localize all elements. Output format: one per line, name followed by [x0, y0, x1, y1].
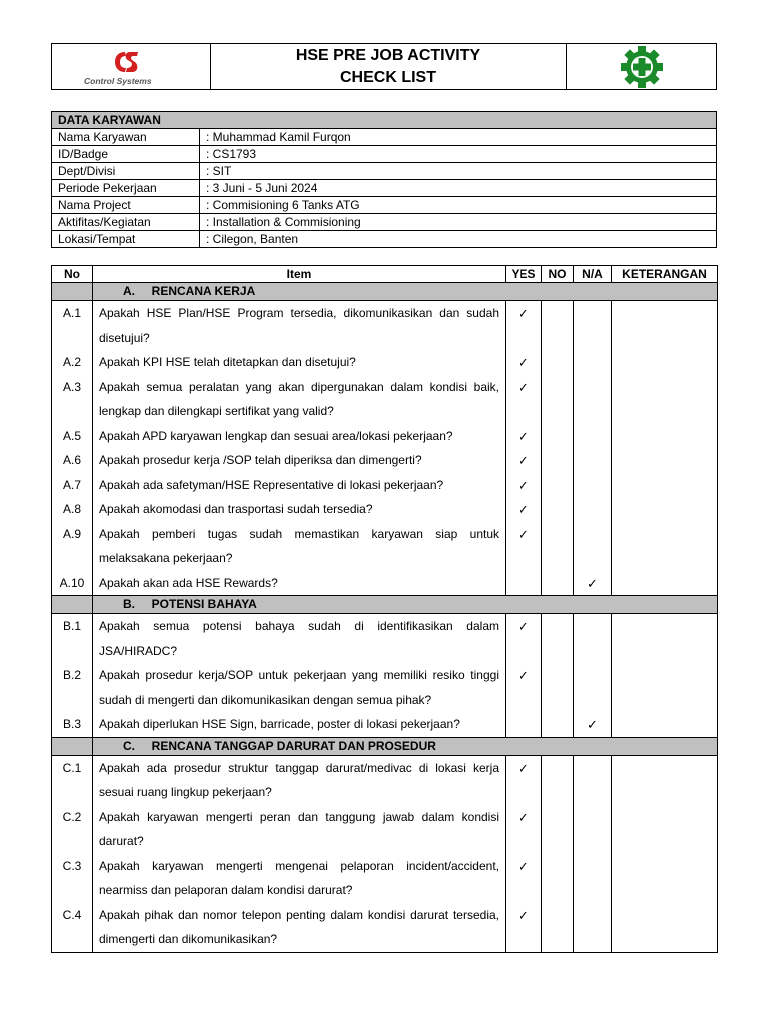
answer-yes-cell[interactable]	[506, 448, 542, 473]
col-no-answer-header: NO	[542, 266, 574, 283]
answer-no-cell[interactable]	[542, 663, 574, 712]
check-mark-icon: ✓	[518, 907, 529, 923]
answer-na-cell[interactable]	[574, 755, 612, 805]
employee-row	[52, 197, 717, 214]
item-number: C.2	[52, 805, 93, 854]
employee-row	[52, 180, 717, 197]
item-question: Apakah diperlukan HSE Sign, barricade, poster di lokasi pekerjaan?	[93, 712, 506, 737]
employee-row	[52, 163, 717, 180]
checklist-item-row	[52, 350, 718, 375]
answer-na-cell[interactable]	[574, 497, 612, 522]
employee-value: : Muhammad Kamil Furqon	[200, 129, 717, 146]
answer-yes-cell[interactable]	[506, 424, 542, 449]
answer-na-cell[interactable]	[574, 854, 612, 903]
item-number: B.3	[52, 712, 93, 737]
answer-no-cell[interactable]	[542, 805, 574, 854]
section-header-row	[52, 283, 718, 301]
answer-no-cell[interactable]	[542, 301, 574, 351]
document-header	[51, 43, 717, 90]
check-mark-icon: ✓	[518, 858, 529, 874]
check-mark-icon: ✓	[518, 355, 529, 370]
answer-yes-cell[interactable]	[506, 614, 542, 664]
title-line-2: CHECK LIST	[340, 68, 436, 86]
employee-label: Nama Project	[52, 197, 200, 214]
item-number: A.6	[52, 448, 93, 473]
employee-row	[52, 129, 717, 146]
document-title	[210, 44, 567, 89]
col-na-header: N/A	[574, 266, 612, 283]
item-question: Apakah akan ada HSE Rewards?	[93, 571, 506, 596]
item-question: Apakah karyawan mengerti mengenai pelaporan incident/accident, nearmiss dan pelaporan dalam kondisi darurat?	[93, 854, 506, 903]
check-mark-icon: ✓	[518, 809, 529, 825]
notes-cell[interactable]	[612, 375, 718, 424]
item-number: A.9	[52, 522, 93, 571]
notes-cell[interactable]	[612, 522, 718, 571]
checklist-item-row	[52, 614, 718, 664]
answer-yes-cell[interactable]	[506, 473, 542, 498]
answer-no-cell[interactable]	[542, 571, 574, 596]
check-mark-icon: ✓	[587, 717, 598, 732]
answer-yes-cell[interactable]	[506, 497, 542, 522]
checklist-item-row	[52, 448, 718, 473]
checklist-header-row	[52, 266, 718, 283]
answer-na-cell[interactable]	[574, 350, 612, 375]
answer-na-cell[interactable]	[574, 805, 612, 854]
answer-yes-cell[interactable]	[506, 663, 542, 712]
answer-na-cell[interactable]	[574, 571, 612, 596]
section-header-spacer	[52, 596, 93, 614]
check-mark-icon: ✓	[587, 575, 598, 591]
employee-section-title: DATA KARYAWAN	[52, 112, 717, 129]
answer-na-cell[interactable]	[574, 424, 612, 449]
check-mark-icon: ✓	[518, 477, 529, 493]
check-mark-icon: ✓	[518, 379, 529, 395]
answer-no-cell[interactable]	[542, 755, 574, 805]
answer-no-cell[interactable]	[542, 522, 574, 571]
item-number: A.8	[52, 497, 93, 522]
employee-row	[52, 214, 717, 231]
answer-yes-cell[interactable]	[506, 350, 542, 375]
item-number: A.7	[52, 473, 93, 498]
checklist-item-row	[52, 663, 718, 712]
employee-label: Aktifitas/Kegiatan	[52, 214, 200, 231]
answer-no-cell[interactable]	[542, 424, 574, 449]
checklist-item-row	[52, 903, 718, 953]
item-question: Apakah semua potensi bahaya sudah di identifikasikan dalam JSA/HIRADC?	[93, 614, 506, 664]
col-notes-header: KETERANGAN	[612, 266, 718, 283]
answer-na-cell[interactable]	[574, 522, 612, 571]
section-title: C. RENCANA TANGGAP DARURAT DAN PROSEDUR	[93, 737, 718, 755]
check-mark-icon: ✓	[518, 502, 529, 517]
safety-cross-gear-icon	[619, 44, 665, 90]
employee-value: : Cilegon, Banten	[200, 231, 717, 248]
answer-no-cell[interactable]	[542, 350, 574, 375]
employee-label: Periode Pekerjaan	[52, 180, 200, 197]
answer-na-cell[interactable]	[574, 473, 612, 498]
notes-cell[interactable]	[612, 424, 718, 449]
answer-no-cell[interactable]	[542, 903, 574, 953]
check-mark-icon: ✓	[518, 668, 529, 683]
notes-cell[interactable]	[612, 473, 718, 498]
notes-cell[interactable]	[612, 448, 718, 473]
item-number: A.3	[52, 375, 93, 424]
employee-row	[52, 146, 717, 163]
answer-yes-cell[interactable]	[506, 375, 542, 424]
check-mark-icon: ✓	[518, 619, 529, 634]
answer-no-cell[interactable]	[542, 614, 574, 664]
check-mark-icon: ✓	[518, 428, 529, 444]
answer-na-cell[interactable]	[574, 663, 612, 712]
item-number: C.3	[52, 854, 93, 903]
item-number: A.5	[52, 424, 93, 449]
item-number: A.10	[52, 571, 93, 596]
col-no-header: No	[52, 266, 93, 283]
notes-cell[interactable]	[612, 663, 718, 712]
col-item-header: Item	[93, 266, 506, 283]
notes-cell[interactable]	[612, 903, 718, 953]
item-number: C.4	[52, 903, 93, 953]
item-question: Apakah ada safetyman/HSE Representative di lokasi pekerjaan?	[93, 473, 506, 498]
item-question: Apakah karyawan mengerti peran dan tanggung jawab dalam kondisi darurat?	[93, 805, 506, 854]
employee-row	[52, 231, 717, 248]
answer-yes-cell[interactable]	[506, 301, 542, 351]
employee-value: : Commisioning 6 Tanks ATG	[200, 197, 717, 214]
section-header-spacer	[52, 283, 93, 301]
checklist-table	[51, 265, 718, 953]
title-line-1: HSE PRE JOB ACTIVITY	[295, 46, 481, 64]
notes-cell[interactable]	[612, 712, 718, 737]
checklist-item-row	[52, 301, 718, 351]
section-header-row	[52, 737, 718, 755]
answer-yes-cell[interactable]	[506, 755, 542, 805]
item-number: B.2	[52, 663, 93, 712]
company-logo	[52, 44, 211, 89]
checklist-item-row	[52, 424, 718, 449]
check-mark-icon: ✓	[518, 306, 529, 321]
section-header-row	[52, 596, 718, 614]
item-question: Apakah ada prosedur struktur tanggap darurat/medivac di lokasi kerja sesuai ruang lingkup pekerjaan?	[93, 755, 506, 805]
item-question: Apakah HSE Plan/HSE Program tersedia, dikomunikasikan dan sudah disetujui?	[93, 301, 506, 351]
notes-cell[interactable]	[612, 805, 718, 854]
item-question: Apakah pihak dan nomor telepon penting dalam kondisi darurat tersedia, dimengerti dan dikomunikasikan?	[93, 903, 506, 953]
checklist-item-row	[52, 712, 718, 737]
item-number: A.1	[52, 301, 93, 351]
answer-no-cell[interactable]	[542, 473, 574, 498]
answer-na-cell[interactable]	[574, 614, 612, 664]
logo-text: Control Systems	[84, 76, 152, 86]
item-question: Apakah pemberi tugas sudah memastikan karyawan siap untuk melaksakana pekerjaan?	[93, 522, 506, 571]
notes-cell[interactable]	[612, 755, 718, 805]
answer-yes-cell[interactable]	[506, 712, 542, 737]
employee-label: Dept/Divisi	[52, 163, 200, 180]
item-question: Apakah semua peralatan yang akan dipergunakan dalam kondisi baik, lengkap dan dilengkapi sertifikat yang valid?	[93, 375, 506, 424]
item-question: Apakah akomodasi dan trasportasi sudah tersedia?	[93, 497, 506, 522]
notes-cell[interactable]	[612, 350, 718, 375]
item-number: C.1	[52, 755, 93, 805]
section-title: A. RENCANA KERJA	[93, 283, 718, 301]
item-question: Apakah KPI HSE telah ditetapkan dan disetujui?	[93, 350, 506, 375]
item-number: B.1	[52, 614, 93, 664]
answer-na-cell[interactable]	[574, 375, 612, 424]
section-title: B. POTENSI BAHAYA	[93, 596, 718, 614]
checklist-item-row	[52, 755, 718, 805]
answer-no-cell[interactable]	[542, 497, 574, 522]
answer-no-cell[interactable]	[542, 375, 574, 424]
answer-no-cell[interactable]	[542, 712, 574, 737]
answer-yes-cell[interactable]	[506, 571, 542, 596]
check-mark-icon: ✓	[518, 526, 529, 542]
employee-value: : Installation & Commisioning	[200, 214, 717, 231]
checklist-item-row	[52, 854, 718, 903]
checklist-item-row	[52, 375, 718, 424]
employee-value: : CS1793	[200, 146, 717, 163]
answer-yes-cell[interactable]	[506, 854, 542, 903]
item-question: Apakah prosedur kerja/SOP untuk pekerjaan yang memiliki resiko tinggi sudah di mengerti dan dikomunikasikan dengan semua pihak?	[93, 663, 506, 712]
employee-value: : SIT	[200, 163, 717, 180]
control-systems-logo-icon	[112, 49, 142, 75]
answer-na-cell[interactable]	[574, 903, 612, 953]
section-header-spacer	[52, 737, 93, 755]
checklist-item-row	[52, 497, 718, 522]
notes-cell[interactable]	[612, 301, 718, 351]
answer-yes-cell[interactable]	[506, 805, 542, 854]
checklist-item-row	[52, 571, 718, 596]
employee-data-table	[51, 111, 717, 248]
notes-cell[interactable]	[612, 614, 718, 664]
answer-na-cell[interactable]	[574, 712, 612, 737]
notes-cell[interactable]	[612, 854, 718, 903]
checklist-item-row	[52, 473, 718, 498]
check-mark-icon: ✓	[518, 760, 529, 776]
answer-yes-cell[interactable]	[506, 903, 542, 953]
employee-label: Nama Karyawan	[52, 129, 200, 146]
answer-yes-cell[interactable]	[506, 522, 542, 571]
checklist-item-row	[52, 805, 718, 854]
employee-value: : 3 Juni - 5 Juni 2024	[200, 180, 717, 197]
employee-label: Lokasi/Tempat	[52, 231, 200, 248]
check-mark-icon: ✓	[518, 453, 529, 468]
answer-no-cell[interactable]	[542, 854, 574, 903]
employee-label: ID/Badge	[52, 146, 200, 163]
safety-logo	[567, 44, 717, 89]
item-question: Apakah APD karyawan lengkap dan sesuai area/lokasi pekerjaan?	[93, 424, 506, 449]
checklist-item-row	[52, 522, 718, 571]
col-yes-header: YES	[506, 266, 542, 283]
notes-cell[interactable]	[612, 571, 718, 596]
item-number: A.2	[52, 350, 93, 375]
notes-cell[interactable]	[612, 497, 718, 522]
answer-no-cell[interactable]	[542, 448, 574, 473]
answer-na-cell[interactable]	[574, 448, 612, 473]
item-question: Apakah prosedur kerja /SOP telah diperiksa dan dimengerti?	[93, 448, 506, 473]
answer-na-cell[interactable]	[574, 301, 612, 351]
